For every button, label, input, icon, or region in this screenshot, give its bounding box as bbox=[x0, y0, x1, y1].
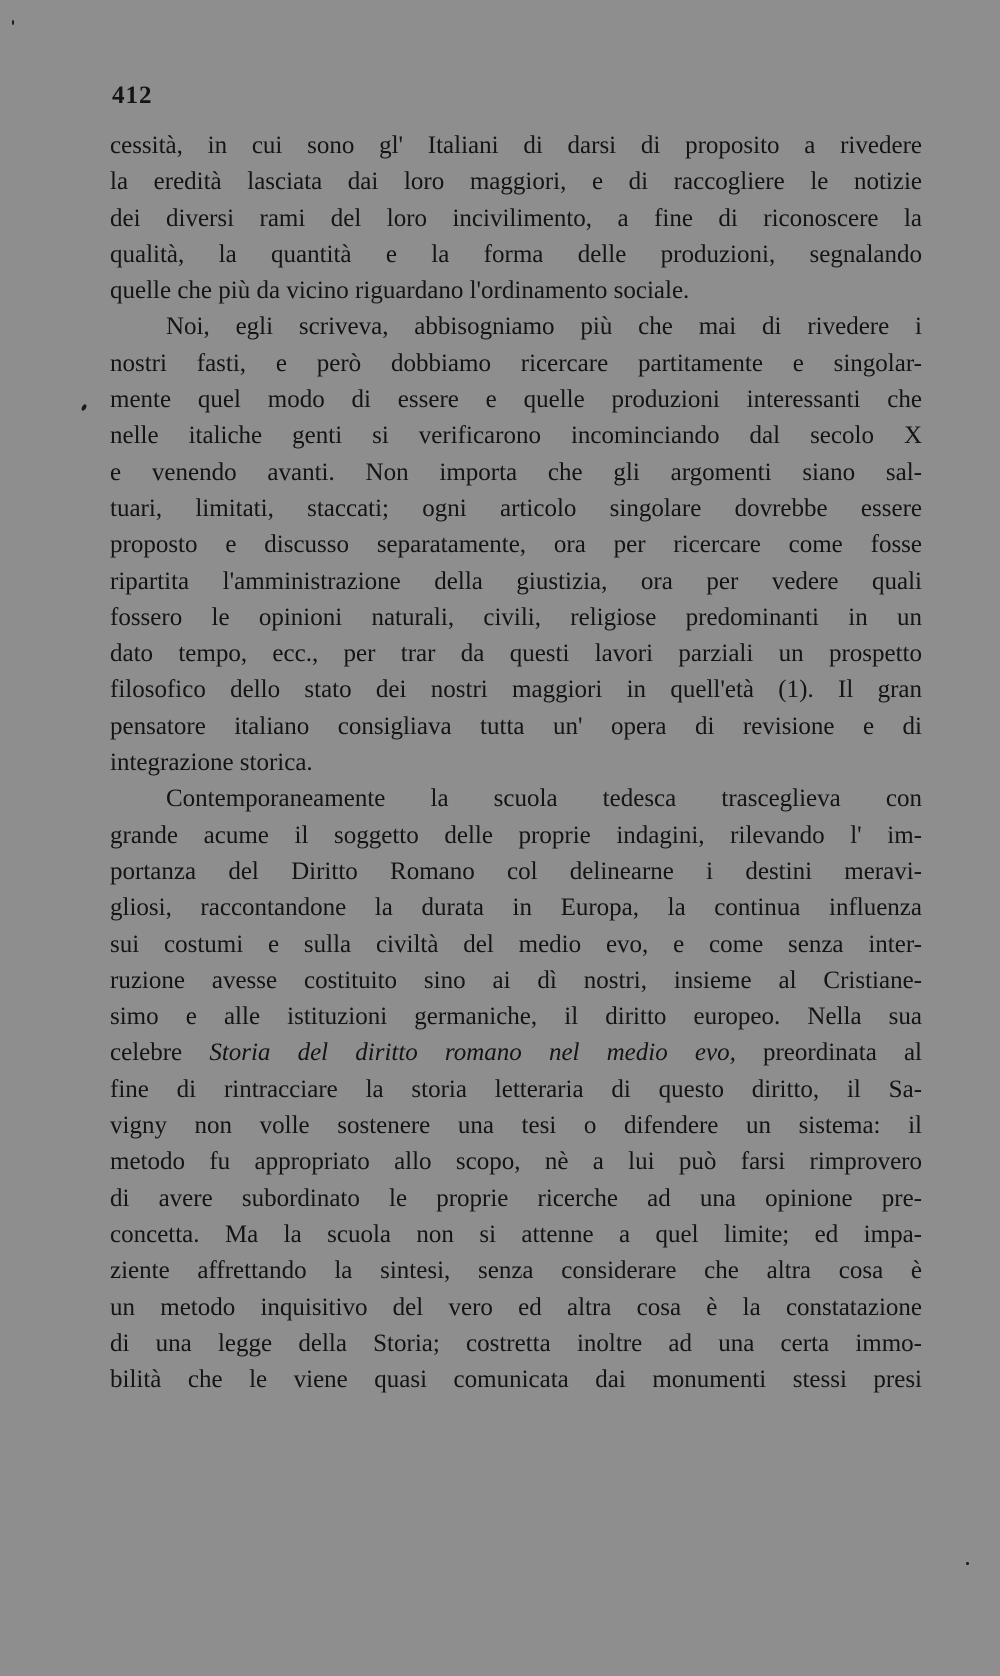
text-line: ruzione avesse costituito sino ai dì nostri, insieme al Cristiane- bbox=[110, 966, 922, 994]
text-line: proposto e discusso separatamente, ora per ricercare come fosse bbox=[110, 531, 922, 559]
text-line: quelle che più da vicino riguardano l'ordinamento sociale. bbox=[110, 277, 690, 305]
text-line: sui costumi e sulla civiltà del medio evo, e come senza inter- bbox=[110, 930, 922, 958]
text-line: la eredità lasciata dai loro maggiori, e di raccogliere le notizie bbox=[110, 168, 922, 196]
scan-speck bbox=[81, 403, 88, 411]
scan-speck bbox=[12, 20, 14, 25]
text-line: dei diversi rami del loro incivilimento, a fine di riconoscere la bbox=[110, 204, 922, 232]
page-number: 412 bbox=[112, 82, 153, 109]
text-line: concetta. Ma la scuola non si attenne a quel limite; ed impa- bbox=[110, 1220, 922, 1248]
text-line: bilità che le viene quasi comunicata dai monumenti stessi presi bbox=[110, 1366, 922, 1394]
text-line: simo e alle istituzioni germaniche, il diritto europeo. Nella sua bbox=[110, 1003, 922, 1031]
text-line: pensatore italiano consigliava tutta un' opera di revisione e di bbox=[110, 712, 922, 740]
text-fragment: celebre bbox=[110, 1039, 183, 1067]
text-line: qualità, la quantità e la forma delle produzioni, segnalando bbox=[110, 240, 922, 268]
body-text bbox=[110, 128, 922, 1398]
text-line: cessità, in cui sono gl' Italiani di darsi di proposito a rivedere bbox=[110, 132, 922, 159]
text-line: di una legge della Storia; costretta inoltre ad una certa immo- bbox=[110, 1329, 922, 1357]
text-line: filosofico dello stato dei nostri maggiori in quell'età (1). Il gran bbox=[110, 676, 922, 704]
text-line: vigny non volle sostenere una tesi o difendere un sistema: il bbox=[110, 1112, 922, 1140]
text-line: Noi, egli scriveva, abbisogniamo più che mai di rivedere i bbox=[166, 313, 922, 341]
paragraph-2 bbox=[110, 309, 922, 781]
text-line: ripartita l'amministrazione della giustizia, ora per vedere quali bbox=[110, 567, 922, 595]
scan-speck bbox=[966, 1562, 969, 1565]
text-line: portanza del Diritto Romano col delinearne i destini meravi- bbox=[110, 857, 922, 885]
text-line: gliosi, raccontandone la durata in Europa, la continua influenza bbox=[110, 894, 922, 922]
text-fragment: preordinata al bbox=[762, 1039, 923, 1067]
text-line: nelle italiche genti si verificarono incominciando dal secolo X bbox=[110, 422, 922, 450]
text-line: di avere subordinato le proprie ricerche ad una opinione pre- bbox=[110, 1184, 922, 1212]
text-line: nostri fasti, e però dobbiamo ricercare partitamente e singolar- bbox=[110, 349, 922, 377]
text-line: dato tempo, ecc., per trar da questi lavori parziali un prospetto bbox=[110, 640, 922, 668]
text-line: un metodo inquisitivo del vero ed altra cosa è la constatazione bbox=[110, 1293, 922, 1321]
text-line: integrazione storica. bbox=[110, 749, 313, 777]
paragraph-3 bbox=[110, 781, 922, 1398]
text-line: Contemporaneamente la scuola tedesca trasceglieva con bbox=[166, 785, 922, 813]
text-line: fossero le opinioni naturali, civili, religiose predominanti in un bbox=[110, 603, 922, 631]
text-line: metodo fu appropriato allo scopo, nè a lui può farsi rimprovero bbox=[110, 1148, 922, 1176]
text-line: fine di rintracciare la storia letteraria di questo diritto, il Sa- bbox=[110, 1075, 922, 1103]
book-title-italic: Storia del diritto romano nel medio evo, bbox=[209, 1039, 736, 1067]
text-line: tuari, limitati, staccati; ogni articolo singolare dovrebbe essere bbox=[110, 494, 922, 522]
text-line: ziente affrettando la sintesi, senza considerare che altra cosa è bbox=[110, 1257, 922, 1285]
text-line: grande acume il soggetto delle proprie indagini, rilevando l' im- bbox=[110, 821, 922, 849]
text-line: mente quel modo di essere e quelle produzioni interessanti che bbox=[110, 386, 922, 414]
text-line: e venendo avanti. Non importa che gli argomenti siano sal- bbox=[110, 458, 922, 486]
text-line-with-title bbox=[110, 1035, 922, 1071]
paragraph-1 bbox=[110, 128, 922, 309]
